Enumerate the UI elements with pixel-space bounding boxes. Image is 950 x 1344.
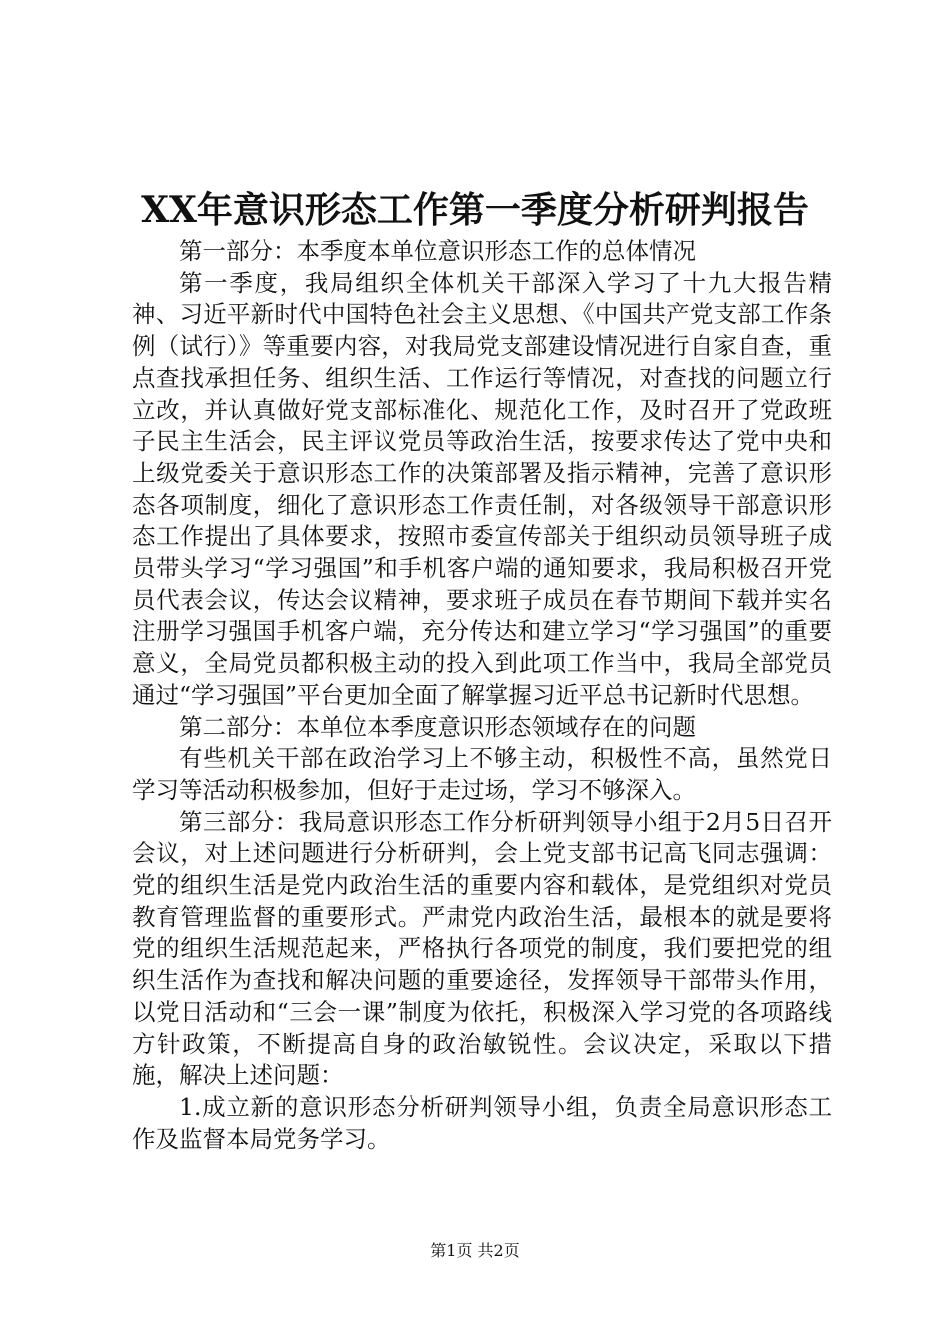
paragraph-part-three-content: 第三部分：我局意识形态工作分析研判领导小组于2月5日召开会议，对上述问题进行分析研判，会上党支部书记高飞同志强调：党的组织生活是党内政治生活的重要内容和载体，是党组织对党员教育管理监督的重要形式。严肃党内政治生活，最根本的就是要将党的组织生活规范起来，严格执行各项党的制度，我们要把党的组织生活作为查找和解决问题的重要途径，发挥领导干部带头作用，以党日活动和“三会一课”制度为依托，积极深入学习党的各项路线方针政策，不断提高自身的政治敏锐性。会议决定，采取以下措施，解决上述问题： <box>132 807 832 1090</box>
paragraph-part-one-content: 第一季度，我局组织全体机关干部深入学习了十九大报告精神、习近平新时代中国特色社会主义思想、《中国共产党支部工作条例（试行）》等重要内容，对我局党支部建设情况进行自家自查，重点查找承担任务、组织生活、工作运行等情况，对查找的问题立行立改，并认真做好党支部标准化、规范化工作，及时召开了党政班子民主生活会，民主评议党员等政治生活，按要求传达了党中央和上级党委关于意识形态工作的决策部署及指示精神，完善了意识形态各项制度，细化了意识形态工作责任制，对各级领导干部意识形态工作提出了具体要求，按照市委宣传部关于组织动员领导班子成员带头学习“学习强国”和手机客户端的通知要求，我局积极召开党员代表会议，传达会议精神，要求班子成员在春节期间下载并实名注册学习强国手机客户端，充分传达和建立学习“学习强国”的重要意义，全局党员都积极主动的投入到此项工作当中，我局全部党员通过“学习强国”平台更加全面了解掌握习近平总书记新时代思想。 <box>132 268 832 709</box>
paragraph-part-two-content: 有些机关干部在政治学习上不够主动，积极性不高，虽然党日学习等活动积极参加，但好于走过场，学习不够深入。 <box>132 744 832 804</box>
section-heading-part-two: 第二部分：本单位本季度意识形态领域存在的问题 <box>179 712 696 741</box>
page-number-footer: 第1页 共2页 <box>430 1241 520 1260</box>
document-body <box>132 236 832 1155</box>
section-heading-part-one: 第一部分：本季度本单位意识形态工作的总体情况 <box>179 237 696 265</box>
list-item-measure-1: 1.成立新的意识形态分析研判领导小组，负责全局意识形态工作及监督本局党务学习。 <box>132 1092 832 1153</box>
document-title: XX年意识形态工作第一季度分析研判报告 <box>141 189 809 231</box>
